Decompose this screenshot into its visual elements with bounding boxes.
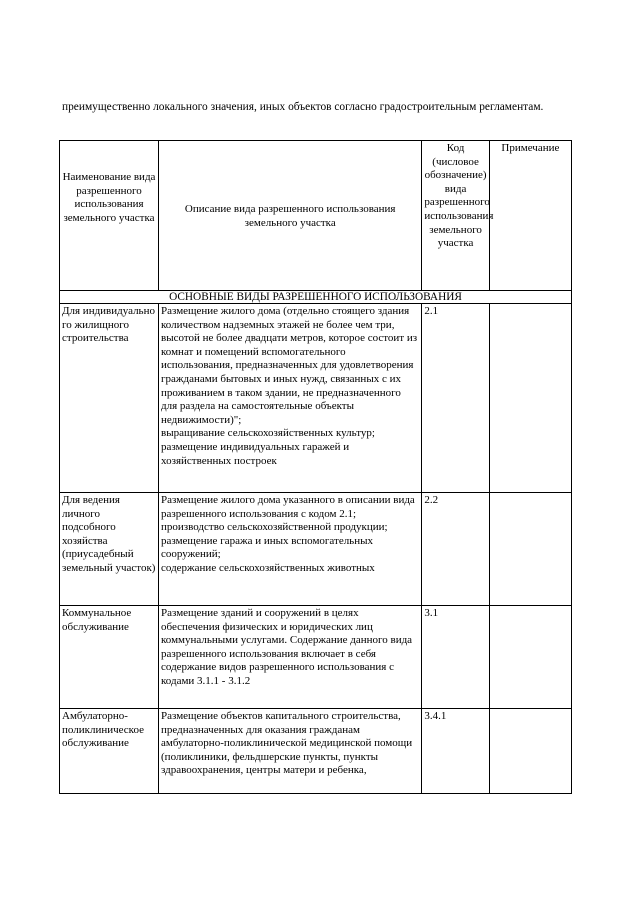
table-header-row xyxy=(60,141,572,291)
row-description: Размещение жилого дома (отдельно стоящего здания количеством надземных этажей не более чем три, высотой не более двадцати метров, которое состоит из комнат и помещений вспомогательного использования, предназначенных для удовлетворения гражданами бытовых и иных нужд, связанных с их проживанием в таком здании, не предназначенного для раздела на самостоятельные объекты недвижимости)"; выращивание сельскохозяйственных культур; размещение индивидуальных гаражей и хозяйственных построек xyxy=(159,304,422,493)
table-row xyxy=(60,606,572,709)
row-name: Коммунальное обслуживание xyxy=(60,606,159,709)
land-use-table xyxy=(59,140,572,794)
row-note xyxy=(489,304,571,493)
row-code: 3.1 xyxy=(422,606,489,709)
row-description: Размещение объектов капитального строительства, предназначенных для оказания гражданам амбулаторно-поликлинической медицинской помощи (поликлиники, фельдшерские пункты, пункты здравоохранения, центры матери и ребенка, xyxy=(159,709,422,794)
intro-paragraph: преимущественно локального значения, иных объектов согласно градостроительным регламентам. xyxy=(62,101,544,113)
section-row xyxy=(60,291,572,304)
row-note xyxy=(489,606,571,709)
row-name: Амбулаторно-поликлиническое обслуживание xyxy=(60,709,159,794)
header-name: Наименование вида разрешенного использования земельного участка xyxy=(60,141,159,291)
row-name: Для ведения личного подсобного хозяйства (приусадебный земельный участок) xyxy=(60,493,159,606)
row-code: 2.2 xyxy=(422,493,489,606)
section-title: ОСНОВНЫЕ ВИДЫ РАЗРЕШЕННОГО ИСПОЛЬЗОВАНИЯ xyxy=(60,291,572,304)
row-code: 2.1 xyxy=(422,304,489,493)
table-row xyxy=(60,304,572,493)
header-note: Примечание xyxy=(489,141,571,291)
row-note xyxy=(489,709,571,794)
row-name: Для индивидуально го жилищного строительства xyxy=(60,304,159,493)
row-note xyxy=(489,493,571,606)
row-code: 3.4.1 xyxy=(422,709,489,794)
header-description: Описание вида разрешенного использования земельного участка xyxy=(159,141,422,291)
row-description: Размещение зданий и сооружений в целях обеспечения физических и юридических лиц коммунальными услугами. Содержание данного вида разрешенного использования включает в себя содержание видов разрешенного использования с кодами 3.1.1 - 3.1.2 xyxy=(159,606,422,709)
row-description: Размещение жилого дома указанного в описании вида разрешенного использования с кодом 2.1; производство сельскохозяйственной продукции; размещение гаража и иных вспомогательных сооружений; содержание сельскохозяйственных животных xyxy=(159,493,422,606)
header-code: Код (числовое обозначение) вида разрешенного использования земельного участка xyxy=(422,141,489,291)
table-row xyxy=(60,709,572,794)
table-row xyxy=(60,493,572,606)
